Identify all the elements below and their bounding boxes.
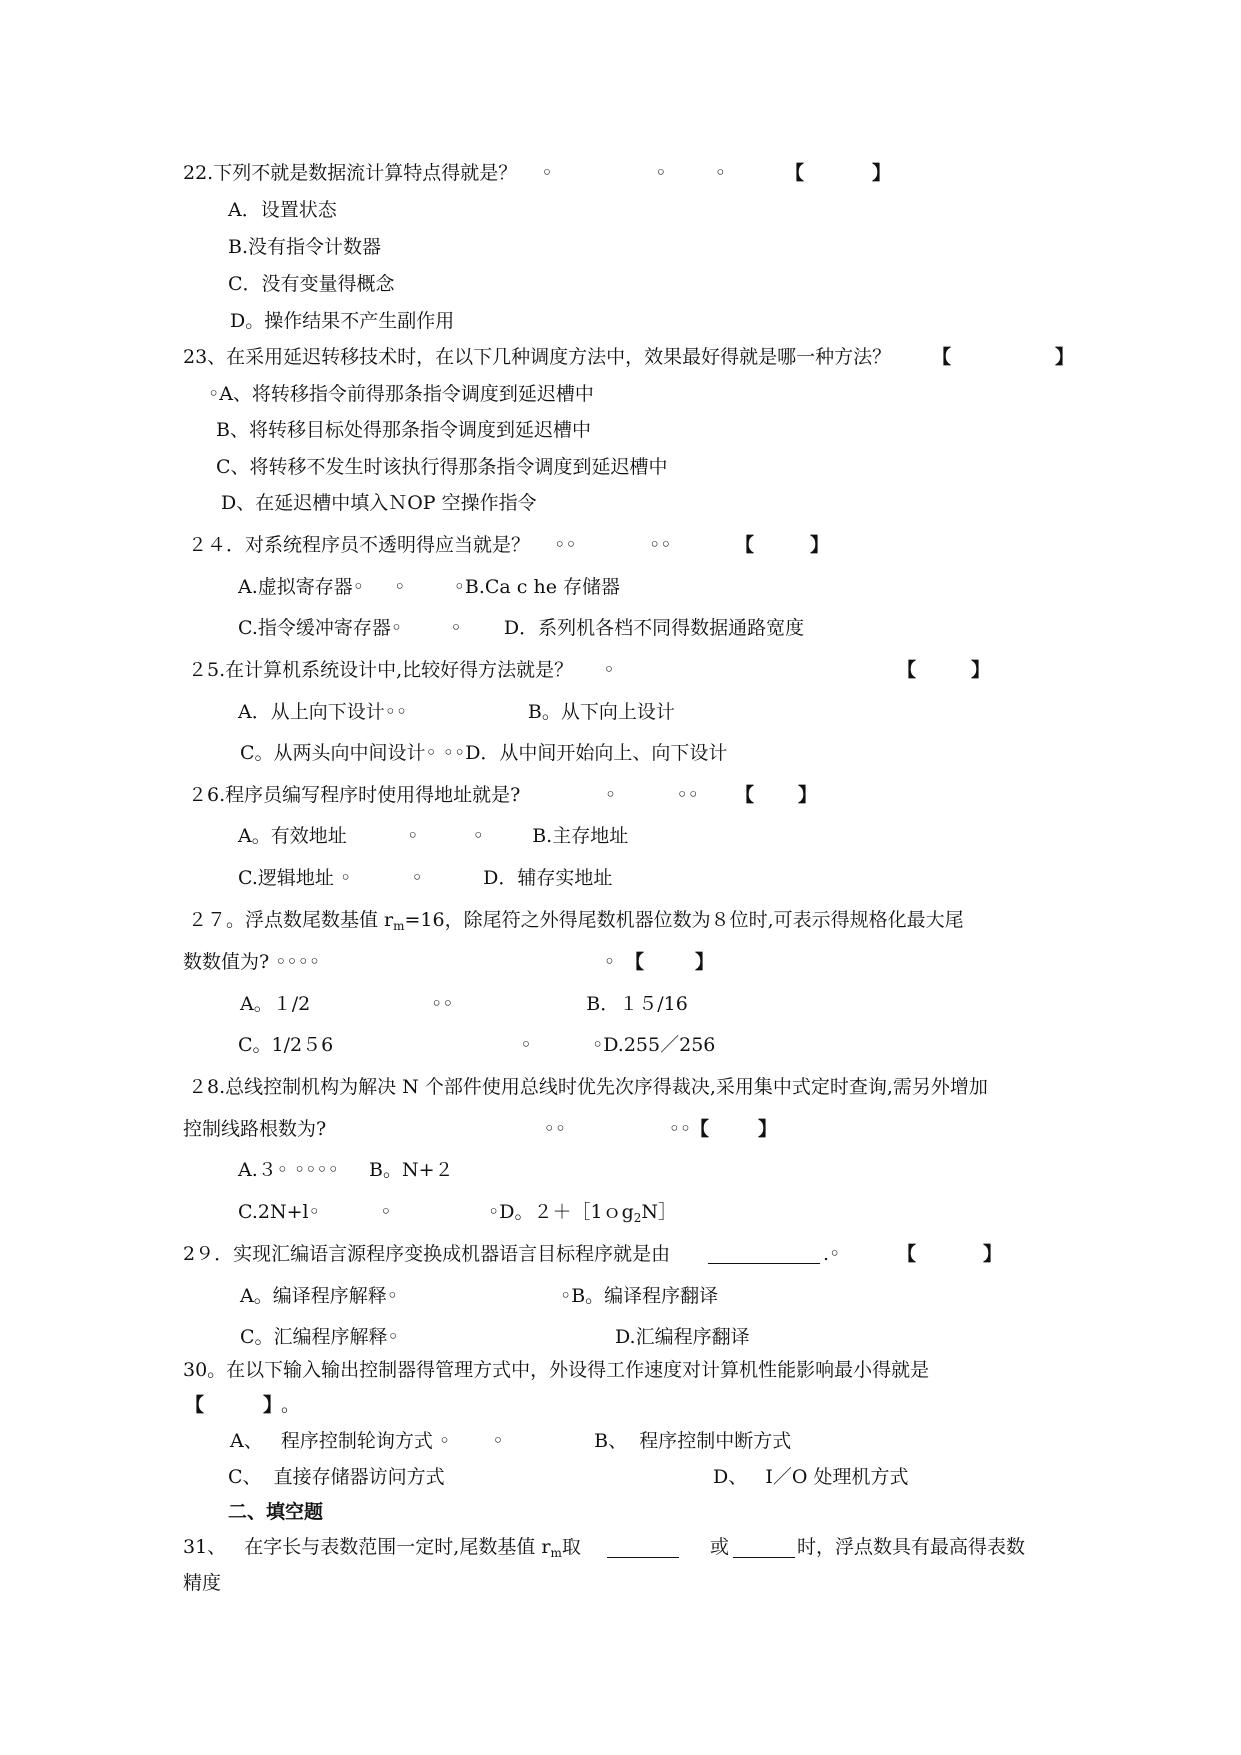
q23-option-b: B、将转移目标处得那条指令调度到延迟槽中 xyxy=(216,419,591,441)
q28-options-cd: C.2N+l◦ ◦ ◦D。２＋［1ｏg$_2$N］ xyxy=(238,1201,678,1225)
q26-bracket-left: 【 xyxy=(735,784,755,806)
q24-stem: ２４．对系统程序员不透明得应当就是？ ◦◦ ◦◦ xyxy=(188,534,672,556)
q29-option-d: D.汇编程序翻译 xyxy=(615,1326,750,1348)
q31-blank-1 xyxy=(607,1556,679,1558)
q30-bracket-right: 】 xyxy=(263,1394,283,1416)
q28-options-ab: A.３◦ ◦◦◦◦ B。N+２ xyxy=(238,1159,454,1181)
q23-option-a: ◦A、将转移指令前得那条指令调度到延迟槽中 xyxy=(208,383,594,405)
q26-stem: ２6.程序员编写程序时使用得地址就是? ◦ ◦◦ xyxy=(188,784,699,806)
q31-stem-line2: 精度 xyxy=(183,1572,222,1594)
q29-answer-blank xyxy=(708,1262,820,1264)
q28-stem-line2: 控制线路根数为? ◦◦ ◦◦ xyxy=(183,1118,692,1140)
q31-blank-2 xyxy=(733,1556,795,1558)
q28-stem: ２8.总线控制机构为解决 N 个部件使用总线时优先次序得裁决,采用集中式定时查询,需另外增加 xyxy=(188,1076,988,1098)
q23-bracket-right: 】 xyxy=(1055,346,1075,368)
q24-options-ab: A.虚拟寄存器◦ ◦ ◦B.Ca c he 存储器 xyxy=(238,576,621,598)
q26-bracket-right: 】 xyxy=(798,784,818,806)
q27-options-ab: A。１/2 ◦◦ B．１５/16 xyxy=(240,993,688,1015)
q24-bracket-left: 【 xyxy=(735,534,755,556)
q25-options-cd: C。从两头向中间设计◦ ◦◦D．从中间开始向上、向下设计 xyxy=(240,742,728,764)
q27-options-cd: C。1/2５6 ◦ ◦D.255／256 xyxy=(238,1034,716,1056)
q29-option-c: C。汇编程序解释◦ xyxy=(240,1326,399,1348)
q29-option-b: ◦B。编译程序翻译 xyxy=(560,1285,719,1307)
q25-stem: ２5.在计算机系统设计中,比较好得方法就是？ ◦ xyxy=(188,659,615,681)
q30-option-c: C、 直接存储器访问方式 xyxy=(228,1466,445,1488)
q30-bracket-left: 【 xyxy=(185,1394,205,1416)
q27-stem: ２７。浮点数尾数基值 $r_m=16$，除尾符之外得尾数机器位数为８位时,可表示得规格化最大尾 xyxy=(188,909,964,933)
q28-bracket-left: 【 xyxy=(690,1118,710,1140)
q24-bracket-right: 】 xyxy=(810,534,830,556)
q30-stem-tail: 。 xyxy=(281,1394,301,1416)
q24-options-cd: C.指令缓冲寄存器◦ ◦ D．系列机各档不同得数据通路宽度 xyxy=(238,617,805,639)
q30-stem: 30。在以下输入输出控制器得管理方式中，外设得工作速度对计算机性能影响最小得就是 xyxy=(183,1359,930,1381)
q22-stem: 22.下列不就是数据流计算特点得就是？ ◦ ◦ ◦ xyxy=(183,162,726,184)
q30-option-d: D、 I／O 处理机方式 xyxy=(713,1466,909,1488)
q26-options-ab: A。有效地址 ◦ ◦ B.主存地址 xyxy=(238,825,629,847)
q29-bracket-left: 【 xyxy=(897,1243,917,1265)
q22-option-a: A．设置状态 xyxy=(228,199,337,221)
q22-option-d: D。操作结果不产生副作用 xyxy=(230,310,455,332)
q27-bracket-left: 【 xyxy=(625,951,645,973)
q22-option-b: B.没有指令计数器 xyxy=(228,236,382,258)
q22-bracket-left: 【 xyxy=(785,162,805,184)
q29-stem-tail: .◦ xyxy=(823,1243,841,1265)
q26-options-cd: C.逻辑地址 ◦ ◦ D．辅存实地址 xyxy=(238,867,613,889)
q25-bracket-left: 【 xyxy=(897,659,917,681)
q29-stem: 2９．实现汇编语言源程序变换成机器语言目标程序就是由 xyxy=(183,1243,671,1265)
q30-options-ab: A、 程序控制轮询方式 ◦ ◦ B、 程序控制中断方式 xyxy=(230,1430,792,1452)
q23-bracket-left: 【 xyxy=(932,346,952,368)
q31-stem-part1: 31、 在字长与表数范围一定时,尾数基值 $r_m$取 xyxy=(183,1536,581,1560)
q31-stem-part3: 时，浮点数具有最高得表数 xyxy=(797,1536,1026,1558)
q31-or: 或 xyxy=(710,1536,730,1558)
q28-bracket-right: 】 xyxy=(758,1118,778,1140)
q23-option-c: C、将转移不发生时该执行得那条指令调度到延迟槽中 xyxy=(216,456,668,478)
section-heading-fill-blank: 二、填空题 xyxy=(228,1501,324,1523)
q27-stem-line2: 数数值为? ◦◦◦◦ ◦ xyxy=(183,951,616,973)
q29-option-a: A。编译程序解释◦ xyxy=(240,1285,398,1307)
q25-bracket-right: 】 xyxy=(971,659,991,681)
q23-option-d: D、在延迟槽中填入ＮOP 空操作指令 xyxy=(221,492,537,514)
q29-bracket-right: 】 xyxy=(983,1243,1003,1265)
q22-bracket-right: 】 xyxy=(872,162,892,184)
q27-bracket-right: 】 xyxy=(695,951,715,973)
q25-options-ab: A．从上向下设计◦◦ B。从下向上设计 xyxy=(238,701,675,723)
q23-stem: 23、在采用延迟转移技术时，在以下几种调度方法中，效果最好得就是哪一种方法？ xyxy=(183,346,892,368)
q22-option-c: C．没有变量得概念 xyxy=(228,273,395,295)
